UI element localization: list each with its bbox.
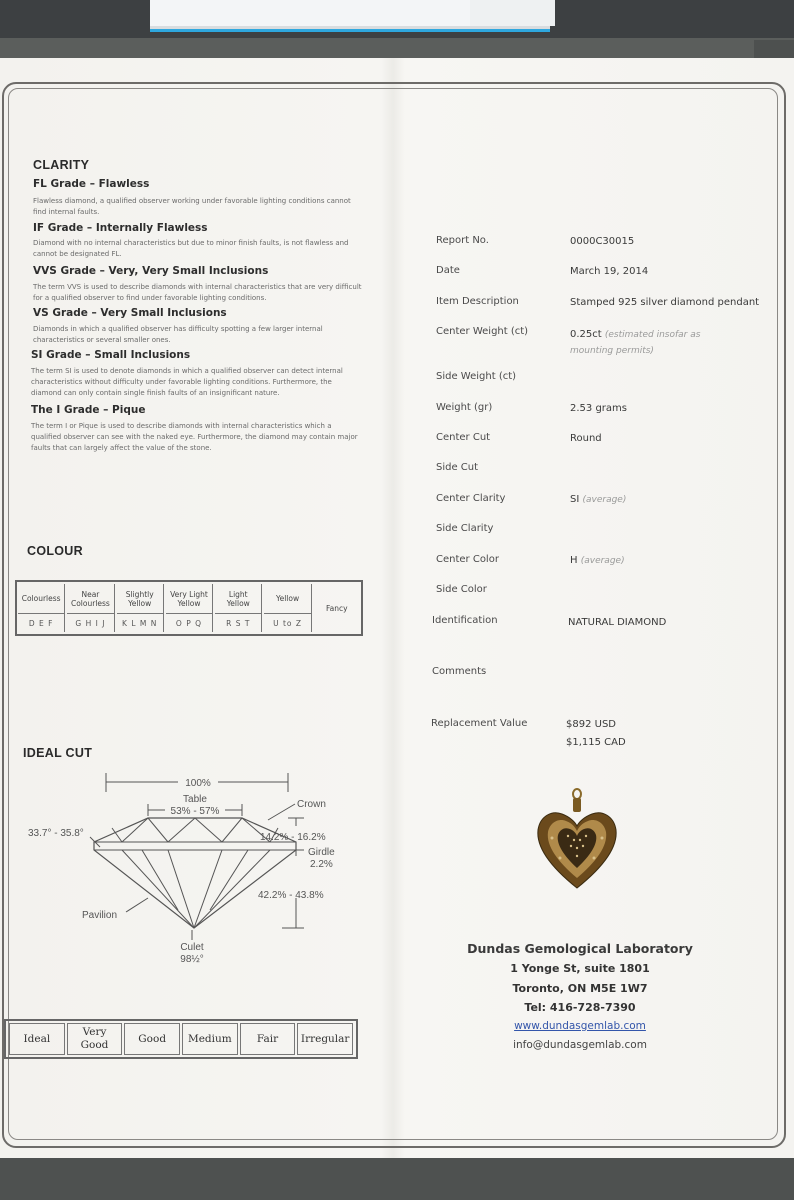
comments-label: Comments [432,666,487,677]
colour-name: Yellow [264,584,310,614]
colour-cell [166,584,213,632]
center-cut-value: Round [570,433,602,444]
side-color-label: Side Color [436,584,487,595]
colour-grade: O P Q [175,618,203,628]
cut-grade-cell: Ideal [9,1023,65,1055]
center-weight-value [570,327,730,359]
pavilion-depth-label: 42.2% - 43.8% [258,890,324,901]
side-cut-label: Side Cut [436,462,479,473]
replacement-value-cad: $1,115 CAD [566,737,626,748]
grade-title-i: The I Grade – Pique [31,404,146,416]
colour-name: Very Light Yellow [166,584,212,614]
ideal-cut-heading: IDEAL CUT [23,746,93,760]
colour-name: Colourless [18,584,64,614]
grade-desc-si: The term SI is used to denote diamonds in which a qualified observer can detect internal characteristics without difficulty under favorable lighting conditions. Furthermore, the diamond can only contain single finish faults of an insignificant nature. [31,367,343,397]
center-color-grade: H [570,555,578,566]
center-clarity-grade: SI [570,494,580,505]
cut-grade-cell: Very Good [67,1023,123,1055]
crown-angle-label: 33.7° - 35.8° [28,828,84,839]
culet-value-label: 98½° [180,954,204,965]
center-color-value [570,555,625,566]
replacement-value-label: Replacement Value [431,718,528,729]
lab-email[interactable]: info@dundasgemlab.com [513,1039,647,1051]
clarity-heading: CLARITY [33,158,90,172]
colour-grade: U to Z [273,618,303,628]
colour-name: Fancy [326,603,348,613]
center-weight-number: 0.25ct [570,329,602,340]
paper-stack-edge [470,0,555,26]
pendant-image [532,788,627,898]
colour-name: Near Colourless [67,584,113,614]
table-range-label: 53% - 57% [170,806,220,817]
width-percent-label: 100% [185,778,211,789]
grade-title-si: SI Grade – Small Inclusions [31,349,191,361]
colour-grade: D E F [28,618,54,628]
weight-value: 2.53 grams [570,403,627,414]
lab-address-line2: Toronto, ON M5E 1W7 [512,982,648,995]
lab-name: Dundas Gemological Laboratory [467,941,693,956]
grade-desc-vs: Diamonds in which a qualified observer has difficulty spotting a few larger internal characteristics or several smaller ones. [33,325,323,344]
cut-grade-cell: Irregular [297,1023,353,1055]
pavilion-label: Pavilion [82,910,118,921]
center-clarity-value [570,494,626,505]
lab-address-line1: 1 Yonge St, suite 1801 [510,962,650,975]
grade-desc-if: Diamond with no internal characteristics but due to minor finish faults, is not flawless and cannot be designated FL. [33,239,349,258]
date-value: March 19, 2014 [570,266,649,277]
replacement-value-usd: $892 USD [566,719,616,730]
side-weight-label: Side Weight (ct) [436,371,517,382]
colour-cell-fancy [314,584,360,632]
grade-desc-fl: Flawless diamond, a qualified observer working under favorable lighting conditions cannot find internal faults. [33,197,351,216]
grade-desc-vvs: The term VVS is used to describe diamonds with internal characteristics that are very difficult for a qualified observer to find under favorable lighting conditions. [33,283,362,302]
identification-value: NATURAL DIAMOND [568,617,667,628]
item-description-label: Item Description [436,296,519,307]
item-description-value: Stamped 925 silver diamond pendant [570,297,760,308]
colour-cell [117,584,164,632]
grade-title-if: IF Grade – Internally Flawless [33,222,208,234]
report-no-value: 0000C30015 [570,236,635,247]
side-clarity-label: Side Clarity [436,523,494,534]
report-no-label: Report No. [436,235,489,246]
girdle-label: Girdle [308,847,335,858]
date-label: Date [436,265,460,276]
table-label: Table [183,794,207,805]
cut-grade-cell: Good [124,1023,180,1055]
center-color-note: (average) [580,556,625,566]
grade-desc-i: The term I or Pique is used to describe diamonds with internal characteristics which a qualified observer can see with the naked eye. Furthermore, the diamond may contain major faults that can largely affect the value of the stone. [31,422,358,452]
grade-title-fl: FL Grade – Flawless [33,178,150,190]
colour-name: Slightly Yellow [117,584,163,614]
center-cut-label: Center Cut [436,432,491,443]
diamond-proportion-diagram [20,770,370,970]
culet-label: Culet [180,942,204,953]
identification-label: Identification [432,615,498,626]
grade-title-vs: VS Grade – Very Small Inclusions [33,307,227,319]
colour-cell [215,584,262,632]
colour-grade: K L M N [122,618,158,628]
crown-height-label: 14.2% - 16.2% [260,832,326,843]
colour-cell [18,584,65,632]
lab-phone: Tel: 416-728-7390 [524,1001,636,1014]
center-clarity-label: Center Clarity [436,493,506,504]
cut-grade-cell: Medium [182,1023,238,1055]
cut-grade-cell: Fair [240,1023,296,1055]
colour-grade: G H I J [75,618,106,628]
colour-cell [264,584,311,632]
weight-label: Weight (gr) [436,402,493,413]
center-color-label: Center Color [436,554,499,565]
girdle-value-label: 2.2% [310,859,333,870]
colour-grade: R S T [226,618,251,628]
lab-website-link[interactable]: www.dundasgemlab.com [514,1020,646,1032]
colour-cell [67,584,114,632]
center-weight-note: (estimated insofar as mounting permits) [570,330,701,356]
colour-name: Light Yellow [215,584,261,614]
grade-title-vvs: VVS Grade – Very, Very Small Inclusions [33,265,269,277]
colour-heading: COLOUR [27,544,83,558]
crown-label: Crown [297,799,326,810]
center-clarity-note: (average) [582,495,627,505]
colour-scale-table [15,580,363,636]
center-weight-label: Center Weight (ct) [436,326,529,337]
cut-grade-table [4,1019,358,1059]
